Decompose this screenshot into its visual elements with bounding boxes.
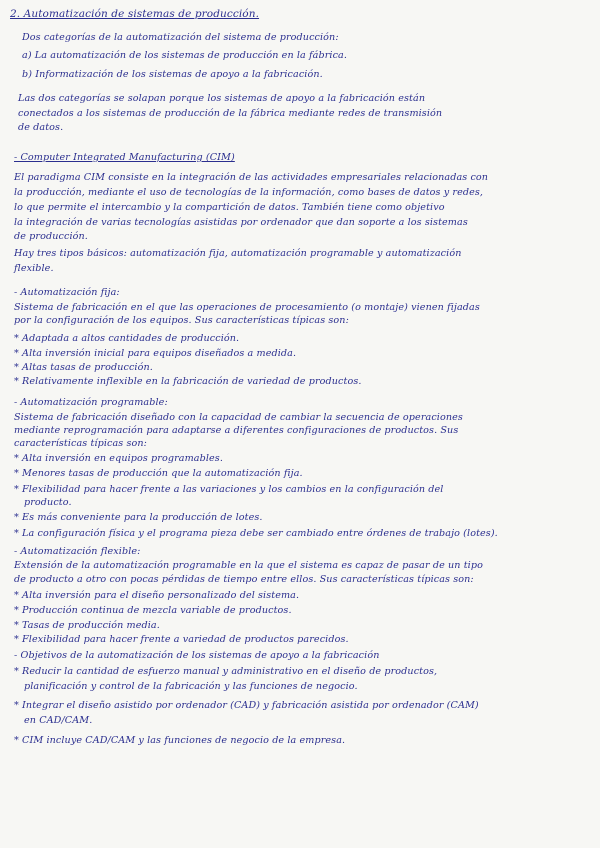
note-line: * Integrar el diseño asistido por ordenador (CAD) y fabricación asistida por ordenador (CAM): [14, 700, 479, 711]
note-line: Las dos categorías se solapan porque los sistemas de apoyo a la fabricación están: [18, 93, 426, 104]
note-line: por la configuración de los equipos. Sus características típicas son:: [14, 315, 349, 326]
note-line: producto.: [24, 497, 72, 508]
section-heading-fija: - Automatización fija:: [14, 287, 120, 298]
note-line: * Relativamente inflexible en la fabricación de variedad de productos.: [14, 376, 362, 387]
section-heading-flexible: - Automatización flexible:: [14, 546, 141, 557]
note-line: * Flexibilidad para hacer frente a variedad de productos parecidos.: [14, 634, 349, 645]
note-line: * Alta inversión para el diseño personalizado del sistema.: [14, 590, 300, 601]
note-line: b) Informatización de los sistemas de apoyo a la fabricación.: [22, 69, 323, 80]
note-line: de datos.: [18, 122, 64, 133]
note-line: de producción.: [14, 231, 88, 242]
note-line: mediante reprogramación para adaptarse a diferentes configuraciones de productos. Sus: [14, 425, 459, 436]
note-line: * Tasas de producción media.: [14, 620, 160, 631]
note-line: * Alta inversión inicial para equipos diseñados a medida.: [14, 348, 297, 359]
note-line: Hay tres tipos básicos: automatización fija, automatización programable y automatización: [14, 248, 462, 259]
note-line: de producto a otro con pocas pérdidas de tiempo entre ellos. Sus características típicas son:: [14, 574, 474, 585]
section-heading-programable: - Automatización programable:: [14, 397, 168, 408]
note-line: la integración de varias tecnologías asistidas por ordenador que dan soporte a los sistemas: [14, 217, 468, 228]
note-line: Extensión de la automatización programable en la que el sistema es capaz de pasar de un tipo: [14, 560, 483, 571]
note-line: en CAD/CAM.: [24, 715, 93, 726]
note-line: * Es más conveniente para la producción de lotes.: [14, 512, 263, 523]
note-line: * Flexibilidad para hacer frente a las variaciones y los cambios en la configuración del: [14, 484, 444, 495]
note-line: * Alta inversión en equipos programables.: [14, 453, 223, 464]
section-heading-cim: - Computer Integrated Manufacturing (CIM): [14, 152, 235, 163]
note-line: Sistema de fabricación diseñado con la capacidad de cambiar la secuencia de operaciones: [14, 412, 463, 423]
note-line: * Menores tasas de producción que la automatización fija.: [14, 468, 303, 479]
note-line: planificación y control de la fabricación y las funciones de negocio.: [24, 681, 358, 692]
note-line: * Reducir la cantidad de esfuerzo manual y administrativo en el diseño de productos,: [14, 666, 438, 677]
note-line: * Producción continua de mezcla variable de productos.: [14, 605, 292, 616]
note-line: Dos categorías de la automatización del sistema de producción:: [22, 32, 339, 43]
note-line: lo que permite el intercambio y la compartición de datos. También tiene como objetivo: [14, 202, 445, 213]
note-line: a) La automatización de los sistemas de producción en la fábrica.: [22, 50, 348, 61]
page-title: 2. Automatización de sistemas de producción.: [10, 8, 260, 20]
note-line: * Adaptada a altos cantidades de producción.: [14, 333, 240, 344]
note-line: Sistema de fabricación en el que las operaciones de procesamiento (o montaje) vienen fijadas: [14, 302, 480, 313]
note-line: * La configuración física y el programa pieza debe ser cambiado entre órdenes de trabajo (lotes).: [14, 528, 498, 539]
note-line: flexible.: [14, 263, 54, 274]
note-line: El paradigma CIM consiste en la integración de las actividades empresariales relacionadas con: [14, 172, 489, 183]
note-line: * Altas tasas de producción.: [14, 362, 153, 373]
section-heading-objetivos: - Objetivos de la automatización de los sistemas de apoyo a la fabricación: [14, 650, 380, 661]
note-line: la producción, mediante el uso de tecnologías de la información, como bases de datos y redes,: [14, 187, 484, 198]
note-line: características típicas son:: [14, 438, 147, 449]
note-line: * CIM incluye CAD/CAM y las funciones de negocio de la empresa.: [14, 735, 346, 746]
note-line: conectados a los sistemas de producción de la fábrica mediante redes de transmisión: [18, 108, 443, 119]
